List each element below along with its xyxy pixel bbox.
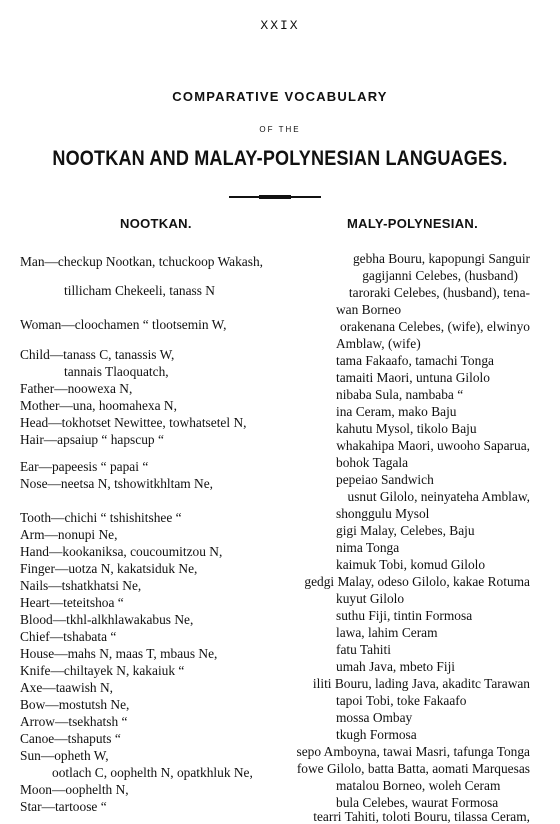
right-line: iliti Bouru, lading Java, akaditc Tarawan [312,676,530,691]
right-line: tamaiti Maori, untuna Gilolo [336,370,490,385]
right-line: pepeiao Sandwich [336,472,434,487]
page-number: XXIX [260,18,300,33]
right-line: gebha Bouru, kapopungi Sanguir [352,251,530,266]
left-line: House—mahs N, maas T, mbaus Ne, [20,646,218,661]
title-comparative-vocabulary: COMPARATIVE VOCABULARY [172,89,388,104]
left-line: Hair—apsaiup “ hapscup “ [20,432,164,447]
right-line: Amblaw, (wife) [336,336,421,351]
right-line: kahutu Mysol, tikolo Baju [336,421,477,436]
right-line: bula Celebes, waurat Formosa [336,795,499,810]
right-line: fowe Gilolo, batta Batta, aomati Marquesas [296,761,530,776]
left-line: Heart—teteitshoa “ [20,595,124,610]
left-line: Child—tanass C, tanassis W, [20,347,175,362]
right-line: wan Borneo [336,302,402,317]
right-line: tearri Tahiti, toloti Bouru, tilassa Ceram, [313,809,530,824]
left-line: Arm—nonupi Ne, [20,527,118,542]
right-line: kaimuk Tobi, komud Gilolo [336,557,486,572]
right-line: tapoi Tobi, toke Fakaafo [336,693,467,708]
right-line: mossa Ombay [336,710,413,725]
left-column-heading: NOOTKAN. [120,216,192,231]
right-line: matalou Borneo, woleh Ceram [336,778,501,793]
left-line: Arrow—tsekhatsh “ [20,714,128,729]
right-line: gedgi Malay, odeso Gilolo, kakae Rotuma [304,574,530,589]
right-line: umah Java, mbeto Fiji [336,659,456,674]
left-line: Finger—uotza N, kakatsiduk Ne, [20,561,198,576]
left-line: Chief—tshabata “ [20,629,117,644]
left-line: tannais Tlaoquatch, [64,364,169,379]
left-line: Bow—mostutsh Ne, [20,697,130,712]
right-line: nibaba Sula, nambaba “ [336,387,464,402]
right-line: sepo Amboyna, tawai Masri, tafunga Tonga [296,744,530,759]
title-of-the: OF THE [259,125,301,134]
left-line: Canoe—tshaputs “ [20,731,121,746]
left-line: Axe—taawish N, [20,680,113,695]
left-line: ootlach C, oophelth N, opatkhluk Ne, [52,765,253,780]
right-line: orakenana Celebes, (wife), elwinyo [340,319,530,334]
right-line: nima Tonga [336,540,400,555]
left-line: Hand—kookaniksa, coucoumitzou N, [20,544,223,559]
left-line: Star—tartoose “ [20,799,107,814]
right-line: usnut Gilolo, neinyateha Amblaw, [347,489,530,504]
right-line: taroraki Celebes, (husband), tena- [348,285,530,300]
left-line: Knife—chiltayek N, kakaiuk “ [20,663,185,678]
left-line: Woman—cloochamen “ tlootsemin W, [20,317,227,332]
left-line: Moon—oophelth N, [20,782,129,797]
left-line: Father—noowexa N, [20,381,133,396]
right-line: kuyut Gilolo [336,591,405,606]
left-line: tillicham Chekeeli, tanass N [64,283,215,298]
left-line: Tooth—chichi “ tshishitshee “ [20,510,182,525]
right-line: tkugh Formosa [336,727,417,742]
left-line: Mother—una, hoomahexa N, [20,398,177,413]
left-line: Sun—opheth W, [20,748,109,763]
right-line: gigi Malay, Celebes, Baju [336,523,475,538]
right-line: suthu Fiji, tintin Formosa [336,608,473,623]
right-line: gagijanni Celebes, (husband) [362,268,518,283]
ornamental-rule [229,196,321,198]
left-line: Nails—tshatkhatsi Ne, [20,578,142,593]
left-line: Nose—neetsa N, tshowitkhltam Ne, [20,476,214,491]
left-line: Man—checkup Nootkan, tchuckoop Wakash, [20,254,263,269]
left-line: Head—tokhotset Newittee, towhatsetel N, [20,415,247,430]
left-line: Blood—tkhl-alkhlawakabus Ne, [20,612,194,627]
right-line: ina Ceram, mako Baju [336,404,457,419]
right-line: fatu Tahiti [336,642,391,657]
right-line: tama Fakaafo, tamachi Tonga [336,353,494,368]
right-line: shonggulu Mysol [336,506,430,521]
left-line: Ear—papeesis “ papai “ [20,459,149,474]
right-line: lawa, lahim Ceram [336,625,438,640]
right-line: bohok Tagala [336,455,409,470]
right-column-heading: MALY-POLYNESIAN. [347,216,478,231]
right-line: whakahipa Maori, uwooho Saparua, [336,438,530,453]
title-languages: NOOTKAN AND MALAY-POLYNESIAN LANGUAGES. [52,147,508,170]
